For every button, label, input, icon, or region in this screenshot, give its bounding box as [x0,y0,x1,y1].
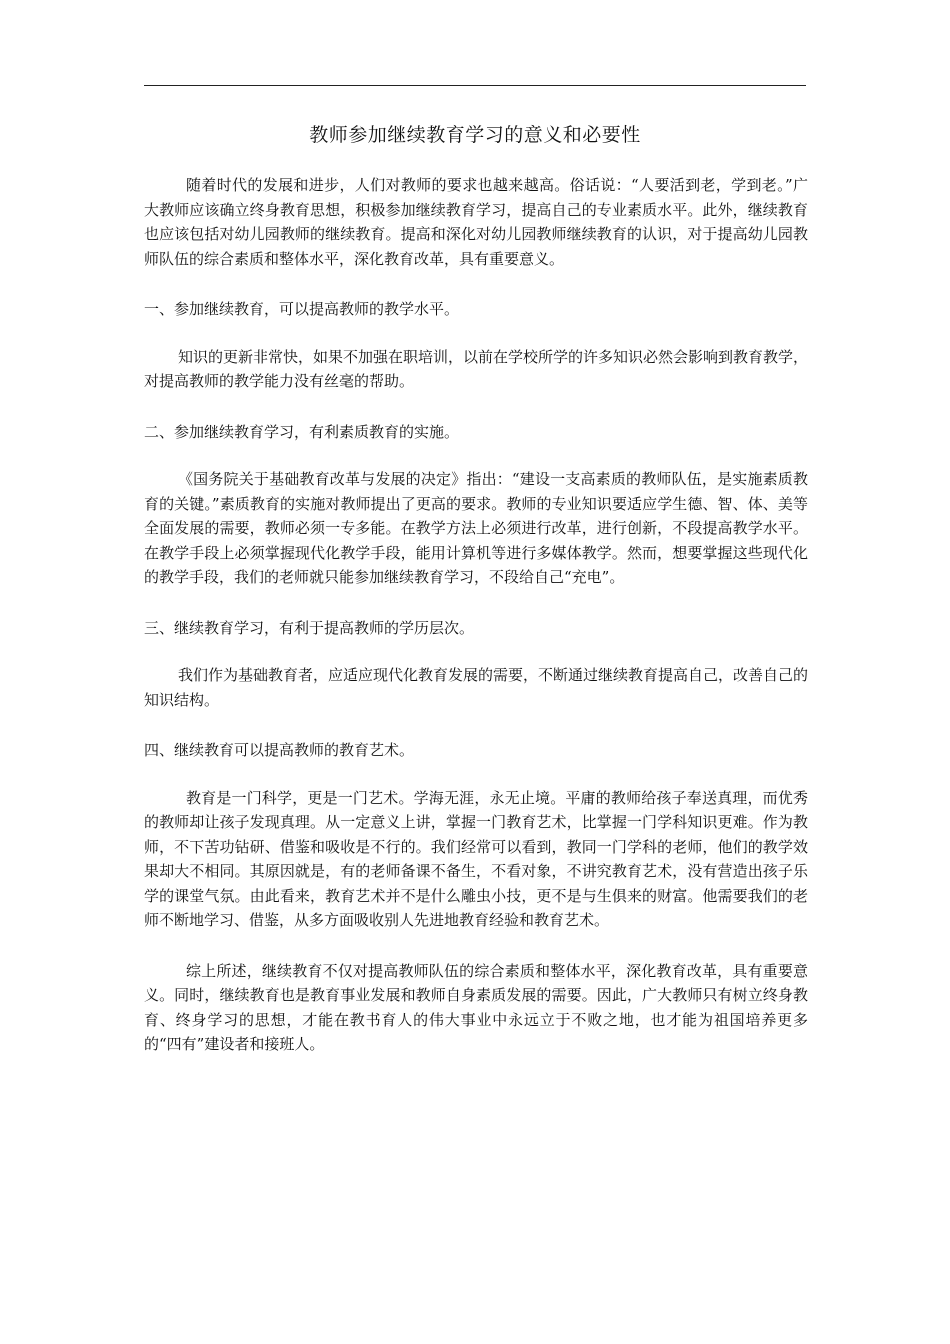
intro-paragraph: 随着时代的发展和进步，人们对教师的要求也越来越高。俗话说：“人要活到老，学到老。”广大教师应该确立终身教育思想，积极参加继续教育学习，提高自己的专业素质水平。此外，继续教育也应该包括对幼儿园教师的继续教育。提高和深化对幼儿园教师继续教育的认识，对于提高幼儿园教师队伍的综合素质和整体水平，深化教育改革，具有重要意义。 [144,176,808,268]
section-4-body: 教育是一门科学，更是一门艺术。学海无涯，永无止境。平庸的教师给孩子奉送真理，而优秀的教师却让孩子发现真理。从一定意义上讲，掌握一门教育艺术，比掌握一门学科知识更难。作为教师，不下苦功钻研、借鉴和吸收是不行的。我们经常可以看到，教同一门学科的老师，他们的教学效果却大不相同。其原因就是，有的老师备课不备生，不看对象，不讲究教育艺术，没有营造出孩子乐学的课堂气氛。由此看来，教育艺术并不是什么雕虫小技，更不是与生俱来的财富。他需要我们的老师不断地学习、借鉴，从多方面吸收别人先进地教育经验和教育艺术。 [144,788,808,929]
section-3-heading: 三、继续教育学习，有利于提高教师的学历层次。 [144,618,475,637]
conclusion-paragraph: 综上所述，继续教育不仅对提高教师队伍的综合素质和整体水平，深化教育改革，具有重要意义。同时，继续教育也是教育事业发展和教师自身素质发展的需要。因此，广大教师只有树立终身教育、终身学习的思想，才能在教书育人的伟大事业中永远立于不败之地，也才能为祖国培养更多的“四有”建设者和接班人。 [144,961,808,1053]
section-2-heading: 二、参加继续教育学习，有利素质教育的实施。 [144,422,460,441]
document-body [144,173,808,1057]
section-4-heading: 四、继续教育可以提高教师的教育艺术。 [144,741,415,759]
header-rule [144,85,806,86]
section-1-heading: 一、参加继续教育，可以提高教师的教学水平。 [144,300,460,318]
document-title: 教师参加继续教育学习的意义和必要性 [309,124,641,146]
section-2-body: 《国务院关于基础教育改革与发展的决定》指出：“建设一支高素质的教师队伍，是实施素质教育的关键。”素质教育的实施对教师提出了更高的要求。教师的专业知识要适应学生德、智、体、美等全面发展的需要，教师必须一专多能。在教学方法上必须进行改革，进行创新，不段提高教学水平。在教学手段上必须掌握现代化教学手段，能用计算机等进行多媒体教学。然而，想要掌握这些现代化的教学手段，我们的老师就只能参加继续教育学习，不段给自己“充电”。 [144,470,808,586]
section-3-body: 我们作为基础教育者，应适应现代化教育发展的需要，不断通过继续教育提高自己，改善自己的知识结构。 [144,666,809,709]
section-1-body: 知识的更新非常快，如果不加强在职培训，以前在学校所学的许多知识必然会影响到教育教学，对提高教师的教学能力没有丝毫的帮助。 [144,347,809,390]
